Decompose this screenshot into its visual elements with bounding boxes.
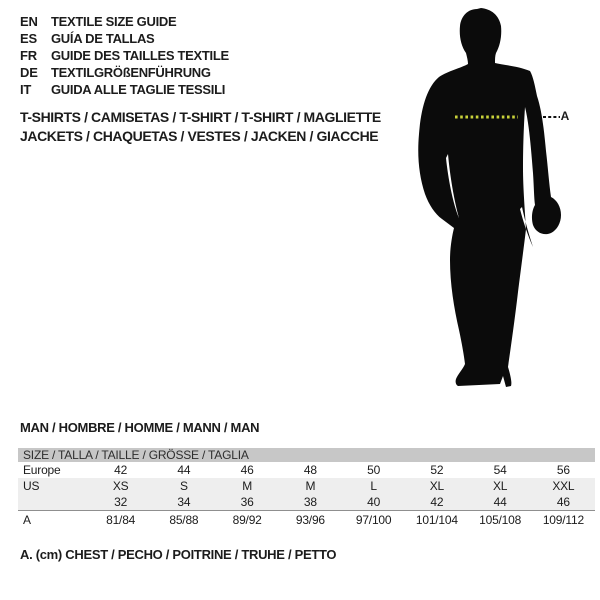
table-cell: 40	[367, 495, 381, 509]
table-cell: 36	[240, 495, 254, 509]
garment-categories	[20, 108, 381, 146]
language-title: GUÍA DE TALLAS	[51, 31, 155, 46]
table-cell: L	[370, 479, 377, 493]
table-row-chest-cm	[18, 510, 595, 529]
language-row-es	[20, 30, 229, 47]
size-table	[18, 448, 595, 529]
language-row-it	[20, 81, 229, 98]
table-cell: 42	[430, 495, 444, 509]
gender-heading: MAN / HOMBRE / HOMME / MANN / MAN	[20, 420, 260, 435]
table-cell: 85/88	[169, 513, 199, 527]
language-title: GUIDE DES TAILLES TEXTILE	[51, 48, 229, 63]
table-cell: 93/96	[295, 513, 325, 527]
table-cell: M	[242, 479, 253, 493]
table-cell: 101/104	[415, 513, 458, 527]
table-cell: 97/100	[355, 513, 392, 527]
table-cell: M	[305, 479, 316, 493]
table-cell: 44	[177, 463, 191, 477]
language-row-de	[20, 64, 229, 81]
measure-label-a: A	[560, 109, 570, 123]
row-label: US	[23, 479, 40, 493]
table-cell: 46	[240, 463, 254, 477]
table-cell: 54	[493, 463, 507, 477]
language-code: FR	[20, 48, 37, 63]
table-cell: 32	[114, 495, 128, 509]
language-code: IT	[20, 82, 32, 97]
table-cell: 81/84	[106, 513, 136, 527]
language-title: TEXTILGRÖßENFÜHRUNG	[51, 65, 211, 80]
language-title-list	[20, 13, 229, 98]
table-cell: 38	[303, 495, 317, 509]
language-title: GUIDA ALLE TAGLIE TESSILI	[51, 82, 226, 97]
table-cell: S	[179, 479, 188, 493]
table-cell: 105/108	[479, 513, 522, 527]
man-silhouette-svg	[415, 8, 565, 393]
table-row-us-letters	[18, 478, 595, 494]
row-label: A	[23, 513, 31, 527]
table-cell: XXL	[552, 479, 575, 493]
man-silhouette-figure	[415, 8, 565, 393]
category-tshirts: T-SHIRTS / CAMISETAS / T-SHIRT / T-SHIRT / MAGLIETTE	[20, 109, 381, 125]
language-code: DE	[20, 65, 38, 80]
measurement-footnote: A. (cm) CHEST / PECHO / POITRINE / TRUHE / PETTO	[20, 547, 337, 562]
table-row-europe	[18, 462, 595, 478]
table-cell: XS	[112, 479, 129, 493]
category-jackets: JACKETS / CHAQUETAS / VESTES / JACKEN / GIACCHE	[20, 128, 379, 144]
man-silhouette-path	[418, 8, 561, 387]
table-cell: 50	[367, 463, 381, 477]
table-cell: XL	[429, 479, 445, 493]
table-cell: 52	[430, 463, 444, 477]
table-cell: 42	[114, 463, 128, 477]
language-row-en	[20, 13, 229, 30]
table-cell: 109/112	[542, 513, 584, 527]
table-cell: 46	[556, 495, 570, 509]
language-row-fr	[20, 47, 229, 64]
table-cell: XL	[492, 479, 508, 493]
language-code: EN	[20, 14, 38, 29]
size-table-header: SIZE / TALLA / TAILLE / GRÖSSE / TAGLIA	[18, 448, 595, 462]
row-label: Europe	[23, 463, 61, 477]
language-code: ES	[20, 31, 37, 46]
language-title: TEXTILE SIZE GUIDE	[51, 14, 177, 29]
table-row-us-numbers	[18, 494, 595, 510]
table-cell: 44	[493, 495, 507, 509]
table-cell: 56	[556, 463, 570, 477]
table-cell: 48	[303, 463, 317, 477]
table-cell: 89/92	[232, 513, 262, 527]
table-cell: 34	[177, 495, 191, 509]
